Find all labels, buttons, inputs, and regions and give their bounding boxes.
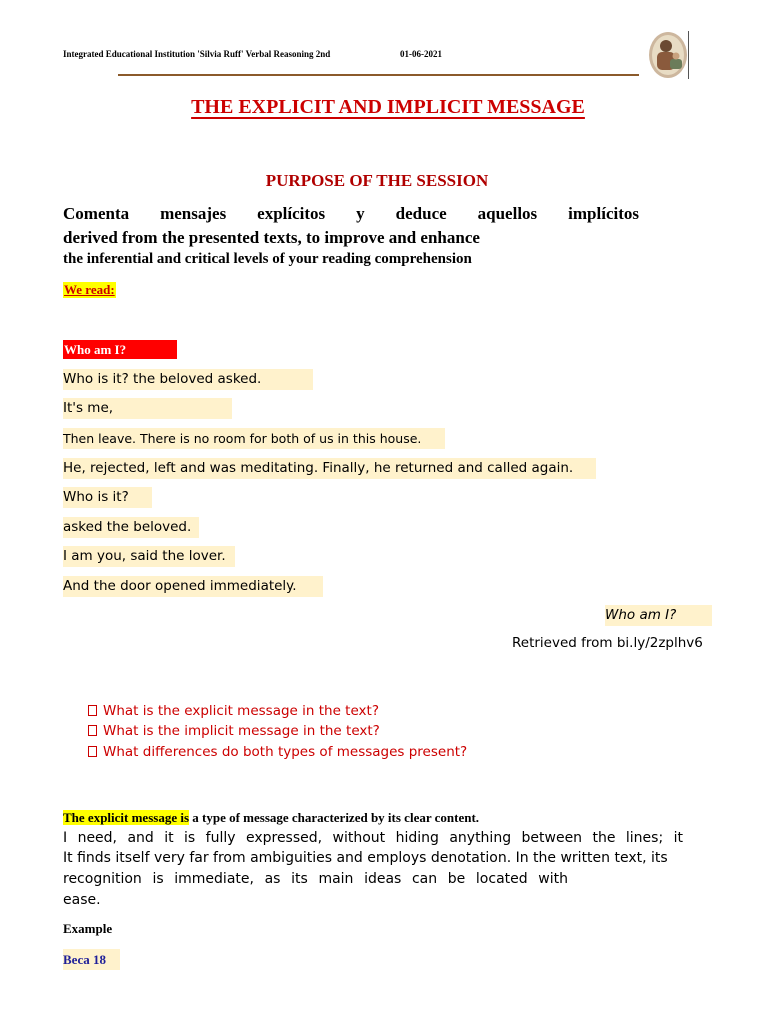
checkbox-bullet-icon	[88, 705, 97, 716]
question-item: What is the explicit message in the text?	[88, 703, 379, 719]
header-date: 01-06-2021	[400, 49, 442, 59]
poem-line: It's me,	[63, 398, 232, 419]
definition-line-1: The explicit message is a type of message characterized by its clear content.	[63, 810, 480, 825]
purpose-line-2: derived from the presented texts, to improve and enhance	[63, 228, 480, 247]
definition-line-2: I need, and it is fully expressed, without hiding anything between the lines; it	[63, 830, 683, 846]
checkbox-bullet-icon	[88, 725, 97, 736]
poem-line: asked the beloved.	[63, 517, 199, 538]
poem-line: Who is it?	[63, 487, 152, 508]
purpose-heading: PURPOSE OF THE SESSION	[265, 171, 489, 190]
definition-line-5: ease.	[63, 892, 101, 908]
poem-line: Who is it? the beloved asked.	[63, 369, 313, 390]
purpose-line-3: the inferential and critical levels of your reading comprehension	[63, 251, 472, 267]
purpose-line-1: Comenta mensajes explícitos y deduce aquellos implícitos	[63, 204, 639, 223]
poem-title: Who am I?	[63, 340, 177, 359]
question-item: What differences do both types of messages present?	[88, 744, 467, 760]
definition-term: The explicit message is	[63, 810, 190, 825]
header-institution: Integrated Educational Institution 'Silvia Ruff' Verbal Reasoning 2nd	[63, 49, 331, 59]
institution-seal-icon	[648, 31, 689, 79]
poem-line: Then leave. There is no room for both of us in this house.	[63, 428, 445, 449]
example-label: Example	[63, 921, 113, 936]
source-citation: Retrieved from bi.ly/2zplhv6	[512, 635, 703, 651]
poem-signature: Who am I?	[605, 605, 712, 626]
question-item: What is the implicit message in the text?	[88, 723, 380, 739]
poem-line: I am you, said the lover.	[63, 546, 235, 567]
example-value: Beca 18	[63, 949, 120, 970]
checkbox-bullet-icon	[88, 746, 97, 757]
we-read-label: We read:	[64, 282, 115, 297]
header-rule	[118, 74, 639, 76]
document-title: THE EXPLICIT AND IMPLICIT MESSAGE	[191, 96, 585, 118]
poem-line: He, rejected, left and was meditating. Finally, he returned and called again.	[63, 458, 596, 479]
definition-line-3: It finds itself very far from ambiguities and employs denotation. In the written text, its	[63, 850, 668, 866]
poem-line: And the door opened immediately.	[63, 576, 323, 597]
definition-line-4: recognition is immediate, as its main ideas can be located with	[63, 871, 568, 887]
